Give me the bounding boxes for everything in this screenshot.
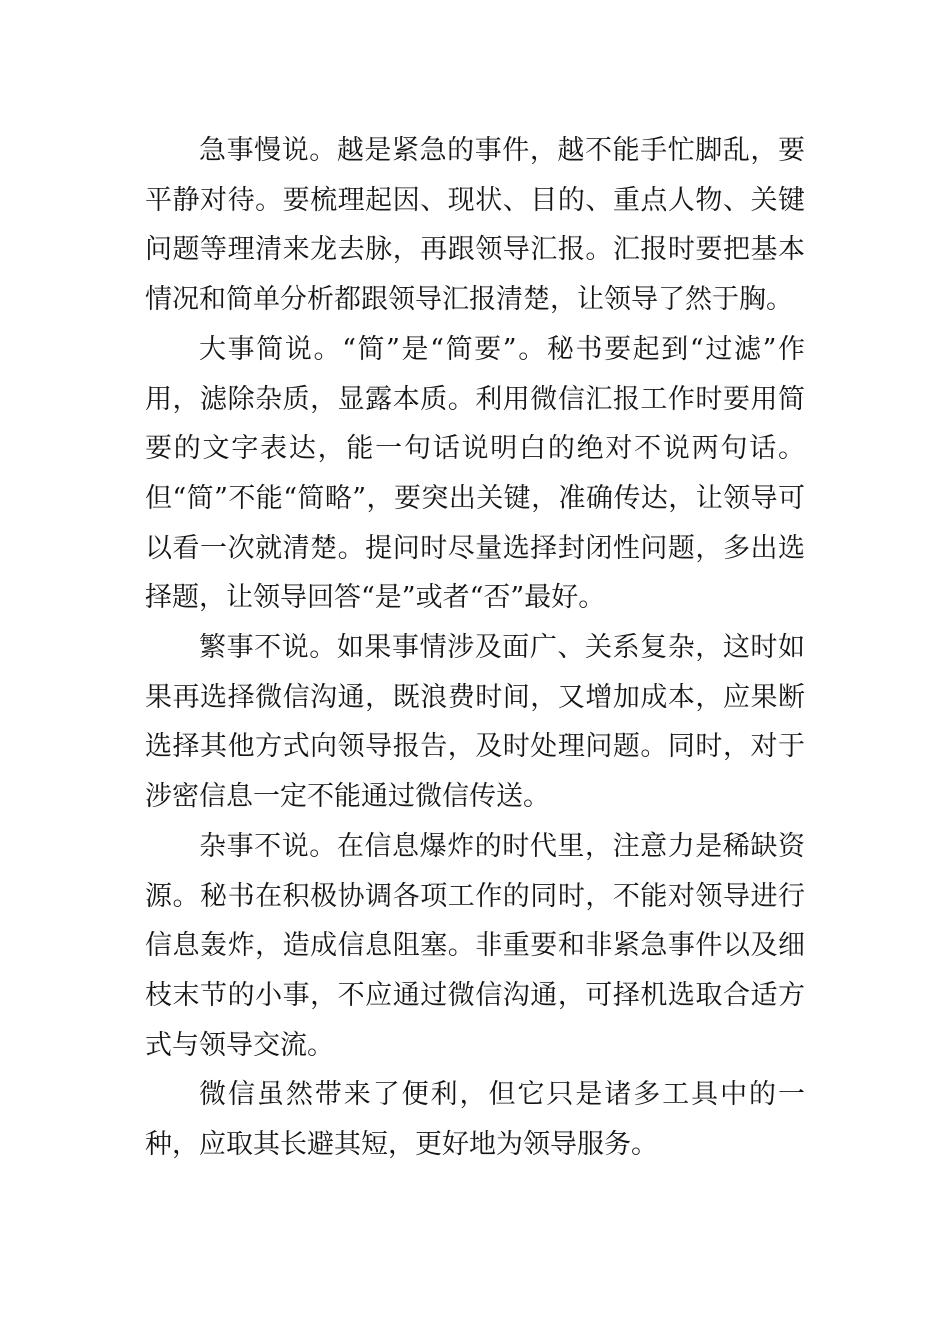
paragraph-major-matters: 大事简说。“简”是“简要”。秘书要起到“过滤”作用，滤除杂质，显露本质。利用微信汇报工作时要用简要的文字表达，能一句话说明白的绝对不说两句话。但“简”不能“简略”，要突出关键，准确传达，让领导可以看一次就清楚。提问时尽量选择封闭性问题，多出选择题，让领导回答“是”或者“否”最好。	[145, 333, 805, 614]
paragraph-urgent-matters: 急事慢说。越是紧急的事件，越不能手忙脚乱，要平静对待。要梳理起因、现状、目的、重点人物、关键问题等理清来龙去脉，再跟领导汇报。汇报时要把基本情况和简单分析都跟领导汇报清楚，让领导了然于胸。	[145, 135, 805, 316]
document-body	[145, 126, 805, 1170]
paragraph-trivial-matters: 杂事不说。在信息爆炸的时代里，注意力是稀缺资源。秘书在积极协调各项工作的同时，不能对领导进行信息轰炸，造成信息阻塞。非重要和非紧急事件以及细枝末节的小事，不应通过微信沟通，可择机选取合适方式与领导交流。	[145, 830, 805, 1061]
paragraph-complex-matters: 繁事不说。如果事情涉及面广、关系复杂，这时如果再选择微信沟通，既浪费时间，又增加成本，应果断选择其他方式向领导报告，及时处理问题。同时，对于涉密信息一定不能通过微信传送。	[145, 632, 805, 813]
paragraph-conclusion: 微信虽然带来了便利，但它只是诸多工具中的一种，应取其长避其短，更好地为领导服务。	[145, 1079, 805, 1161]
